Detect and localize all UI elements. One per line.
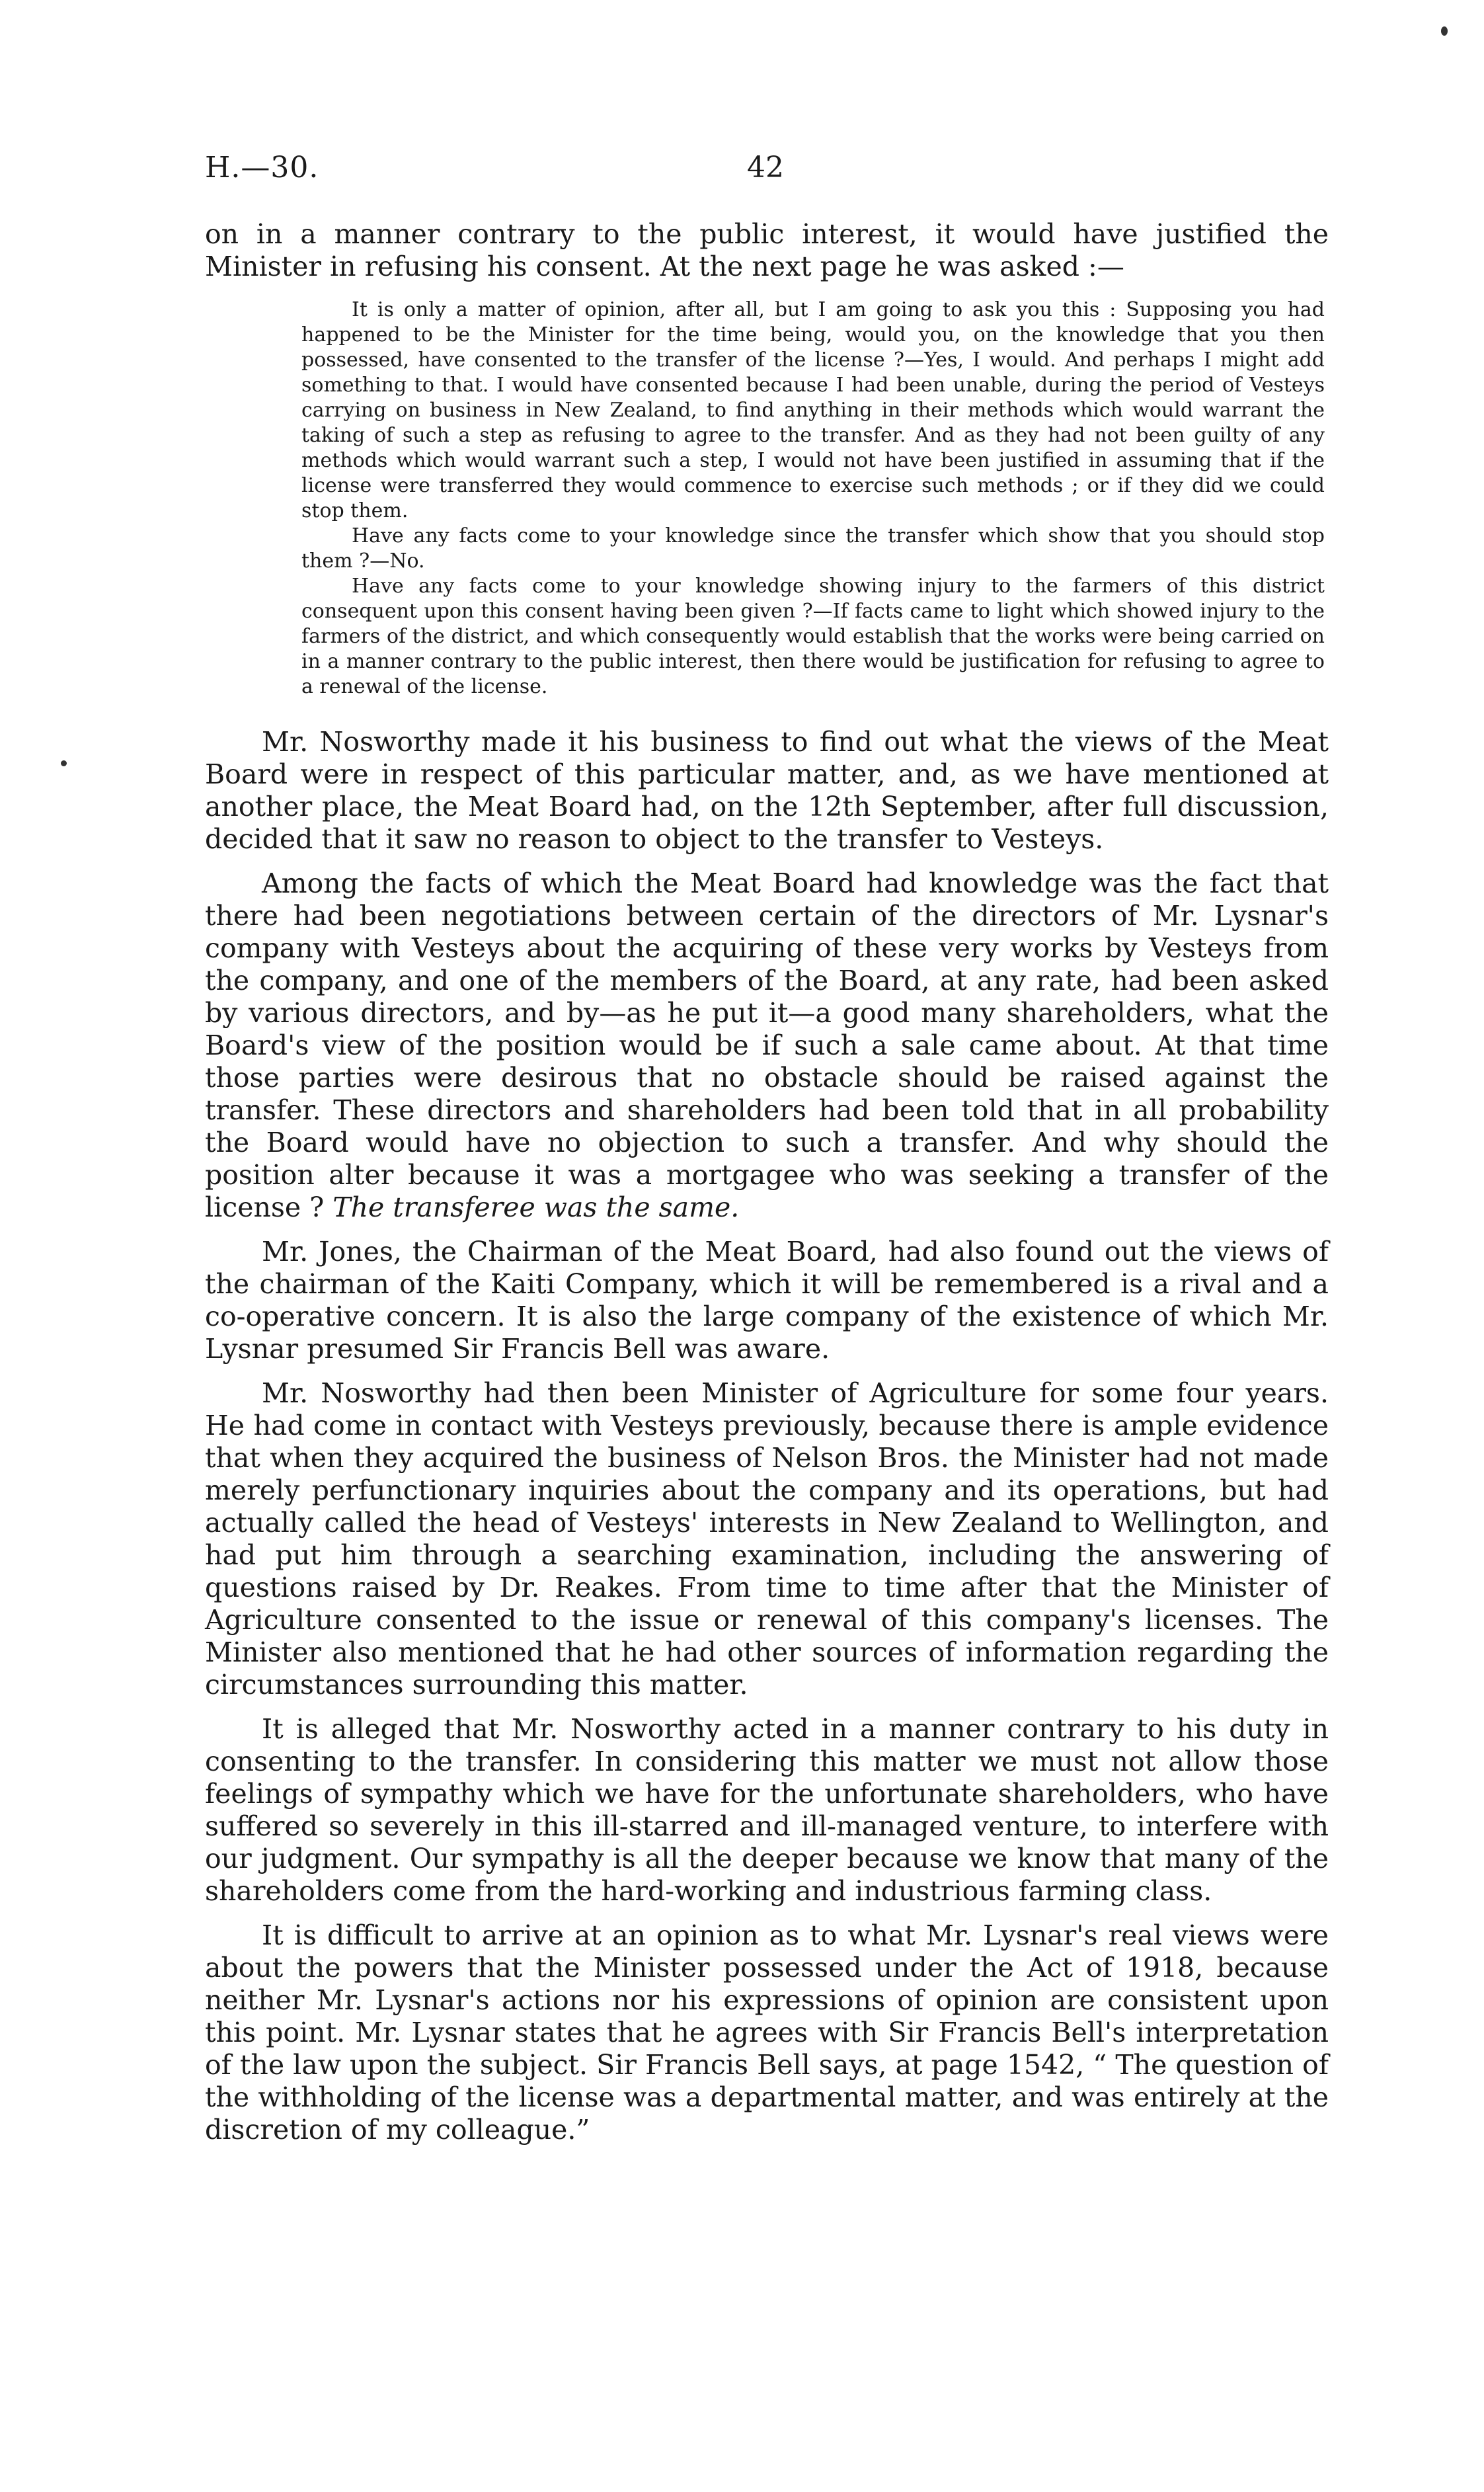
quoted-evidence (205, 298, 1329, 700)
document-reference: H.—30. (205, 151, 319, 184)
paragraph: It is difficult to arrive at an opinion as to what Mr. Lysnar's real views were about the powers that the Minister possessed under the Act of 1918, because neither Mr. Lysnar's actions nor his expressions of opinion are consistent upon this point. Mr. Lysnar states that he agrees with Sir Francis Bell's interpretation of the law upon the subject. Sir Francis Bell says, at page 1542, “ The question of the withholding of the license was a departmental matter, and was entirely at the discretion of my colleague.” (205, 1919, 1329, 2146)
scan-speck (1441, 26, 1448, 36)
quote-paragraph: Have any facts come to your knowledge since the transfer which show that you should stop them ?—No. (301, 524, 1325, 573)
quote-paragraph: Have any facts come to your knowledge showing injury to the farmers of this district consequent upon this consent having been given ?—If facts came to light which showed injury to the farmers of the district, and which consequently would establish that the works were being carried on in a manner contrary to the public interest, then there would be justification for refusing to agree to a renewal of the license. (301, 575, 1325, 698)
paragraph: Mr. Nosworthy had then been Minister of Agriculture for some four years. He had come in contact with Vesteys previously, because there is ample evidence that when they acquired the business of Nelson Bros. the Minister had not made merely perfunctionary inquiries about the company and its operations, but had actually called the head of Vesteys' interests in New Zealand to Wellington, and had put him through a searching examination, including the answering of questions raised by Dr. Reakes. From time to time after that the Minister of Agriculture consented to the issue or renewal of this company's licenses. The Minister also mentioned that he had other sources of information regarding the circumstances surrounding this matter. (205, 1377, 1329, 1701)
paragraph-with-italic (205, 867, 1329, 1224)
paragraph: Mr. Nosworthy made it his business to find out what the views of the Meat Board were in respect of this particular matter, and, as we have mentioned at another place, the Meat Board had, on the 12th September, after full discussion, decided that it saw no reason to object to the transfer to Vesteys. (205, 726, 1329, 855)
paragraph-continuation: on in a manner contrary to the public interest, it would have justified the Minister in refusing his consent. At the next page he was asked :— (205, 218, 1329, 282)
paragraph-text: Among the facts of which the Meat Board had knowledge was the fact that there had been negotiations between certain of the directors of Mr. Lysnar's company with Vesteys about the acquiring of these very works by Vesteys from the company, and one of the members of the Board, at any rate, had been asked by various directors, and by—as he put it—a good many shareholders, what the Board's view of the position would be if such a sale came about. At that time those parties were desirous that no obstacle should be raised against the transfer. These directors and shareholders had been told that in all probability the Board would have no objection to such a transfer. And why should the position alter because it was a mortgagee who was seeking a transfer of the license ? (205, 867, 1329, 1223)
page-number: 42 (747, 151, 784, 184)
paragraph: Mr. Jones, the Chairman of the Meat Board, had also found out the views of the chairman of the Kaiti Company, which it will be remembered is a rival and a co-operative concern. It is also the large company of the existence of which Mr. Lysnar presumed Sir Francis Bell was aware. (205, 1236, 1329, 1365)
page-header (205, 151, 1329, 190)
body-text (205, 218, 1329, 2158)
paragraph: It is alleged that Mr. Nosworthy acted in a manner contrary to his duty in consenting to the transfer. In considering this matter we must not allow those feelings of sympathy which we have for the unfortunate shareholders, who have suffered so severely in this ill-starred and ill-managed venture, to interfere with our judgment. Our sympathy is all the deeper because we know that many of the shareholders come from the hard-working and industrious farming class. (205, 1713, 1329, 1907)
quote-paragraph: It is only a matter of opinion, after all, but I am going to ask you this : Supposing you had happened to be the Minister for the time being, would you, on the knowledge that you then possessed, have consented to the transfer of the license ?—Yes, I would. And perhaps I might add something to that. I would have consented because I had been unable, during the period of Vesteys carrying on business in New Zealand, to find anything in their methods which would warrant the taking of such a step as refusing to agree to the transfer. And as they had not been guilty of any methods which would warrant such a step, I would not have been justified in assuming that if the license were transferred they would commence to exercise such methods ; or if they did we could stop them. (301, 298, 1325, 522)
italic-phrase: The transferee was the same. (332, 1191, 740, 1223)
scan-speck (61, 760, 67, 766)
